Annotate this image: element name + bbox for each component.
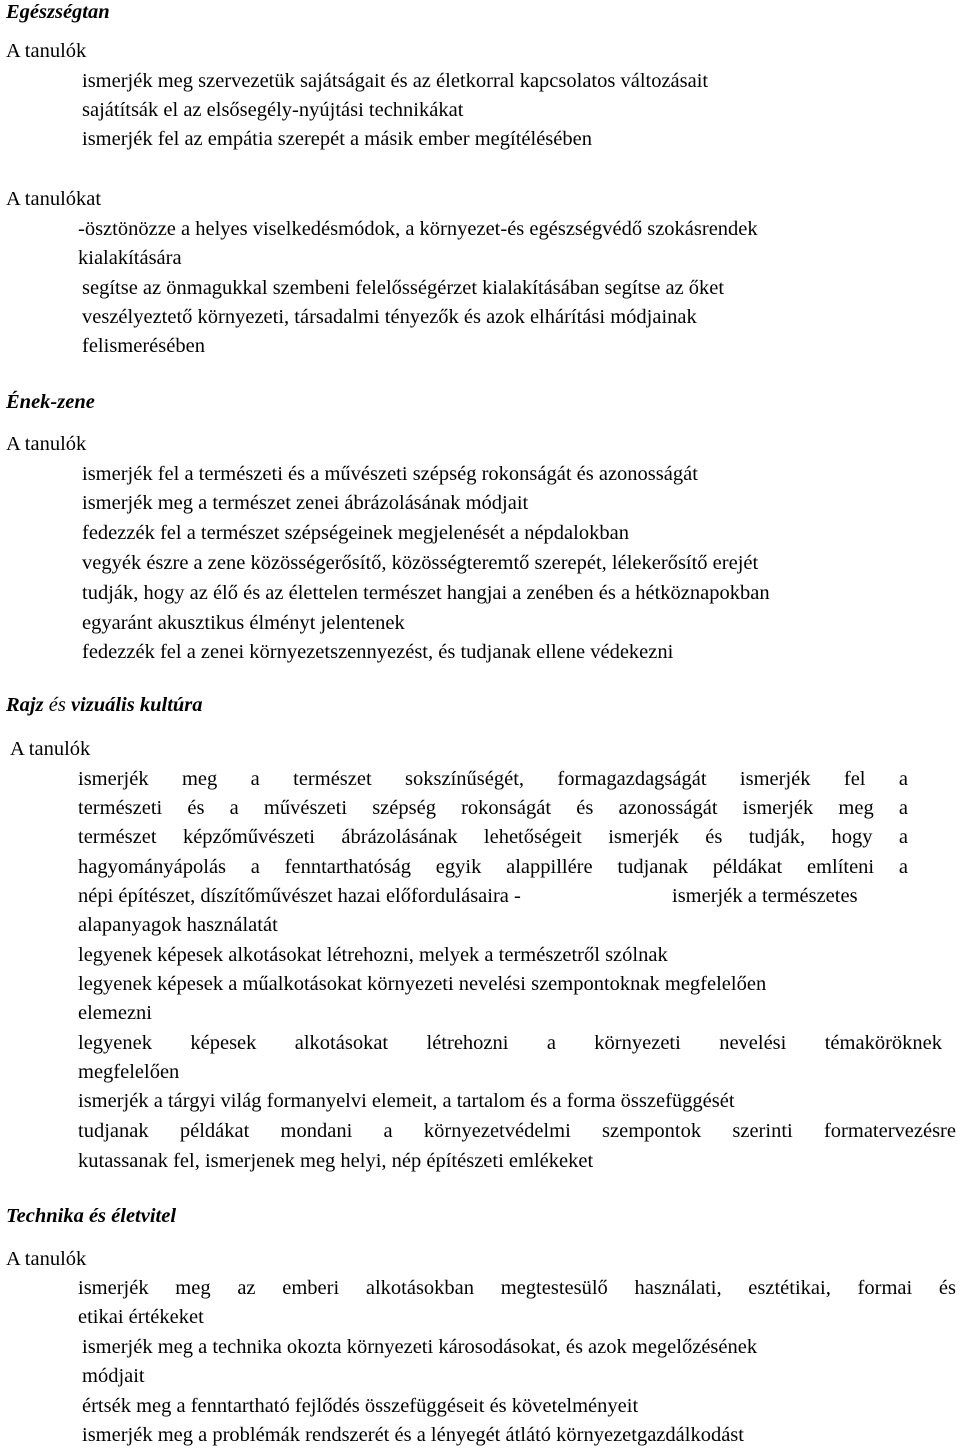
list-item: ismerjék meg a problémák rendszerét és a lényegét átlátó környezetgazdálkodást	[82, 1424, 744, 1446]
list-item: ismerjék a természetes	[672, 885, 858, 907]
list-item: hagyományápolás a fenntarthatóság egyik alappillére tudjanak példákat említeni a	[78, 856, 908, 878]
list-item: elemezni	[78, 1002, 152, 1024]
list-item: egyaránt akusztikus élményt jelentenek	[82, 612, 405, 634]
list-item: ismerjék meg a természet sokszínűségét, formagazdagságát ismerjék fel a	[78, 768, 908, 790]
list-item: felismerésében	[82, 335, 205, 357]
subject-label: A tanulók	[6, 433, 87, 455]
subject-label: A tanulókat	[6, 188, 102, 210]
list-item: értsék meg a fenntartható fejlődés összefüggéseit és követelményeit	[82, 1395, 639, 1417]
list-item: -ösztönözze a helyes viselkedésmódok, a környezet-és egészségvédő szokásrendek	[78, 218, 758, 240]
list-item: népi építészet, díszítőművészet hazai előfordulásaira -	[78, 885, 521, 907]
subject-label: A tanulók	[6, 1248, 87, 1270]
list-item: fedezzék fel a zenei környezetszennyezést, és tudjanak ellene védekezni	[82, 641, 674, 663]
list-item: legyenek képesek alkotásokat létrehozni, melyek a természetről szólnak	[78, 944, 668, 966]
list-item: természet képzőművészeti ábrázolásának lehetőségeit ismerjék és tudják, hogy a	[78, 826, 908, 848]
list-item: tudjanak példákat mondani a környezetvédelmi szempontok szerinti formatervezésre	[78, 1120, 956, 1142]
list-item: ismerjék meg az emberi alkotásokban megtestesülő használati, esztétikai, formai és	[78, 1277, 956, 1299]
list-item: kutassanak fel, ismerjenek meg helyi, nép építészeti emlékeket	[78, 1150, 594, 1172]
title-part: és	[48, 694, 66, 716]
list-item: ismerjék fel az empátia szerepét a másik ember megítélésében	[82, 128, 592, 150]
list-item: ismerjék a tárgyi világ formanyelvi elemeit, a tartalom és a forma összefüggését	[78, 1090, 735, 1112]
list-item: sajátítsák el az elsősegély-nyújtási technikákat	[82, 99, 464, 121]
section-title-egeszsegtan: Egészségtan	[6, 1, 110, 23]
subject-label: A tanulók	[10, 738, 91, 760]
list-item: kialakítására	[78, 247, 182, 269]
list-item: tudják, hogy az élő és az élettelen természet hangjai a zenében és a hétköznapokban	[82, 582, 770, 604]
title-part: vizuális kultúra	[70, 694, 203, 716]
list-item: veszélyeztető környezeti, társadalmi tényezők és azok elhárítási módjainak	[82, 306, 697, 328]
list-item: vegyék észre a zene közösségerősítő, közösségteremtő szerepét, lélekerősítő erejét	[82, 552, 759, 574]
list-item: megfelelően	[78, 1061, 180, 1083]
subject-label: A tanulók	[6, 40, 87, 62]
list-item: fedezzék fel a természet szépségeinek megjelenését a népdalokban	[82, 522, 629, 544]
list-item: legyenek képesek alkotásokat létrehozni a környezeti nevelési témaköröknek	[78, 1032, 942, 1054]
list-item: ismerjék fel a természeti és a művészeti szépség rokonságát és azonosságát	[82, 463, 698, 485]
list-item: módjait	[82, 1365, 145, 1387]
section-title-technika: Technika és életvitel	[6, 1205, 177, 1227]
list-item: ismerjék meg szervezetük sajátságait és az életkorral kapcsolatos változásait	[82, 70, 709, 92]
list-item: ismerjék meg a természet zenei ábrázolásának módjait	[82, 492, 529, 514]
list-item: természeti és a művészeti szépség rokonságát és azonosságát ismerjék meg a	[78, 797, 908, 819]
section-title-enek-zene: Ének-zene	[6, 391, 95, 413]
list-item: legyenek képesek a műalkotásokat környezeti nevelési szempontoknak megfelelően	[78, 973, 767, 995]
list-item: etikai értékeket	[78, 1306, 204, 1328]
section-title-rajz	[6, 693, 203, 717]
list-item: ismerjék meg a technika okozta környezeti károsodásokat, és azok megelőzésének	[82, 1336, 758, 1358]
list-item: segítse az önmagukkal szembeni felelősségérzet kialakításában segítse az őket	[82, 277, 725, 299]
list-item: alapanyagok használatát	[78, 914, 278, 936]
title-part: Rajz	[6, 694, 44, 716]
